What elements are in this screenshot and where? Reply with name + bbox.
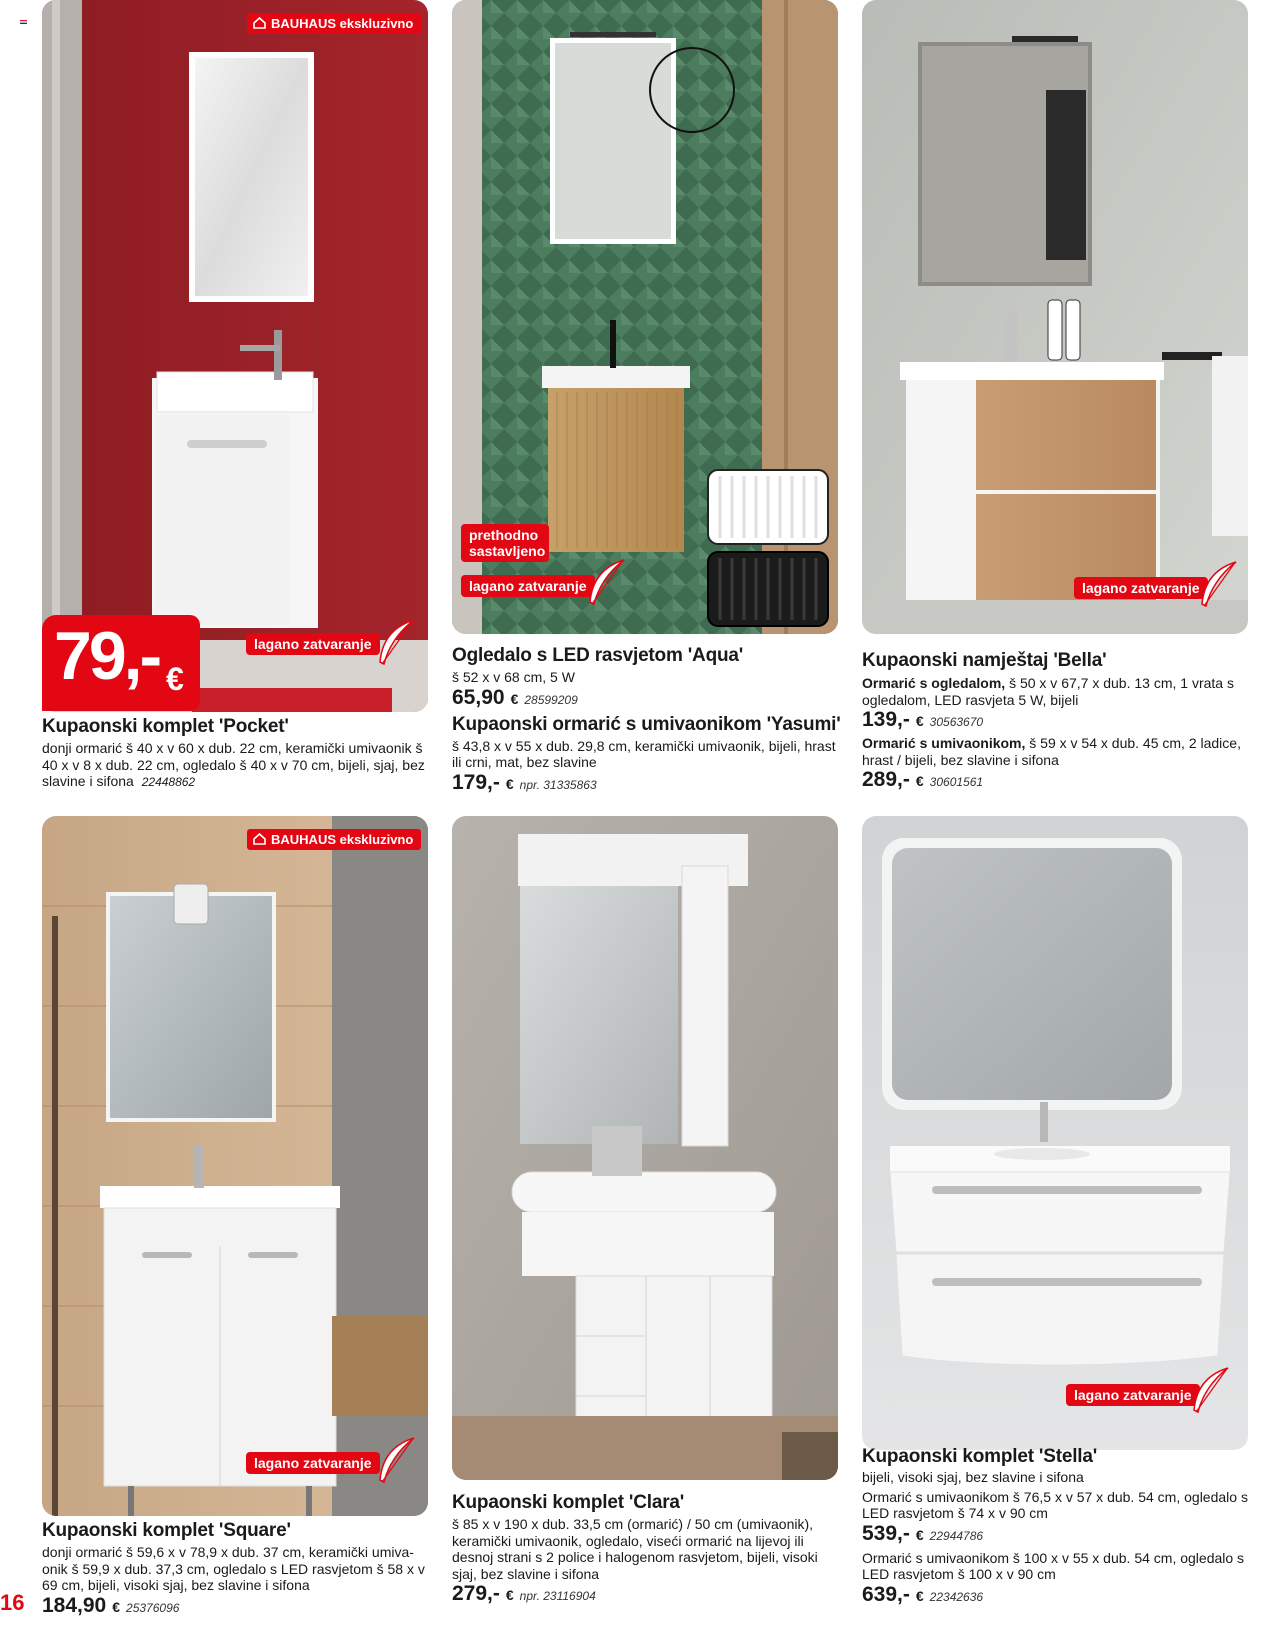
square-soft-close-label: lagano zatvaranje — [254, 1455, 372, 1471]
stella-photo-illustration — [862, 816, 1248, 1450]
pocket-description — [42, 716, 430, 791]
pocket-spec-text — [42, 740, 430, 791]
clara-currency: € — [505, 1587, 514, 1603]
yasumi-price-line — [452, 771, 842, 797]
bella-currency1: € — [915, 713, 924, 729]
bella-product-photo — [862, 0, 1248, 634]
feather-icon — [584, 558, 628, 608]
clara-title: Kupaonski komplet 'Clara' — [452, 1492, 685, 1513]
pocket-product-photo — [42, 0, 428, 712]
stella-title: Kupaonski komplet 'Stella' — [862, 1446, 1098, 1467]
square-title: Kupaonski komplet 'Square' — [42, 1520, 291, 1541]
clara-spec: š 85 x v 190 x dub. 33,5 cm (ormarić) / 50 cm (umivaonik), keramički umivaonik, ogledalo, viseći ormarić na lijevoj ili desnoj strani s 2 police i halogenom rasvjetom, bijeli, visoki sjaj, bez slavine i sifona — [452, 1516, 818, 1582]
aqua-currency: € — [510, 690, 519, 707]
bella-title: Kupaonski namještaj 'Bella' — [862, 650, 1107, 671]
feather-icon — [374, 1436, 418, 1486]
clara-description — [452, 1492, 842, 1608]
stella-subtitle: bijeli, visoki sjaj, bez slavine i sifona — [862, 1469, 1084, 1485]
pocket-price-tag — [42, 615, 200, 711]
stella-description — [862, 1446, 1250, 1609]
yasumi-title: Kupaonski ormarić s umivaonikom 'Yasumi' — [452, 713, 841, 735]
square-description — [42, 1520, 430, 1620]
yasumi-spec: š 43,8 x v 55 x dub. 29,8 cm, keramički umivaonik, bijeli, hrast ili crni, mat, bez slavine — [452, 737, 836, 770]
bella-soft-close-badge — [1074, 577, 1208, 599]
stella-price1: 539,- — [862, 1521, 910, 1545]
bella-photo-illustration — [862, 0, 1248, 634]
pocket-big-price-currency: € — [166, 661, 184, 697]
bauhaus-exclusive-label: BAUHAUS ekskluzivno — [271, 832, 414, 847]
square-price-line — [42, 1594, 430, 1620]
bauhaus-exclusive-badge — [247, 13, 421, 34]
yasumi-price: 179,- — [452, 770, 500, 794]
stella-soft-close-badge — [1066, 1384, 1200, 1406]
square-currency: € — [112, 1598, 121, 1615]
bella-item2 — [862, 735, 1250, 768]
pocket-photo-illustration — [42, 0, 428, 712]
bella-price1: 139,- — [862, 708, 910, 731]
clara-price-line — [452, 1582, 842, 1608]
stella-price1-line — [862, 1522, 1250, 1548]
house-icon — [253, 17, 266, 29]
stella-sku2: 22342636 — [929, 1589, 984, 1604]
aqua-description — [452, 645, 842, 797]
stella-soft-close-label: lagano zatvaranje — [1074, 1387, 1192, 1403]
bella-price2-line — [862, 768, 1250, 794]
clara-price: 279,- — [452, 1582, 500, 1605]
bella-price2: 289,- — [862, 768, 910, 791]
stella-sku1: 22944786 — [929, 1528, 984, 1543]
clara-sku: npr. 23116904 — [519, 1589, 596, 1603]
stella-currency2: € — [915, 1587, 924, 1604]
aqua-preassembled-badge — [461, 524, 549, 562]
bella-price1-line — [862, 708, 1250, 734]
square-price: 184,90 — [42, 1593, 107, 1617]
aqua-sku: 28599209 — [524, 692, 578, 707]
bella-description — [862, 650, 1250, 794]
square-spec: donji ormarić š 59,6 x v 78,9 x dub. 37 cm, keramički umiva-onik š 59,9 x dub. 37,3 cm, ogledalo s LED rasvjetom š 58 x v 69 cm, bijeli, visoki sjaj, bez slavine i sifona — [42, 1544, 425, 1593]
yasumi-currency: € — [505, 775, 514, 792]
square-sku: 25376096 — [126, 1600, 180, 1615]
stella-item1: Ormarić s umivaonikom š 76,5 x v 57 x dub. 54 cm, ogledalo s LED rasvjetom š 74 x v 90 cm — [862, 1488, 1248, 1521]
bella-item1 — [862, 675, 1250, 708]
bella-currency2: € — [915, 773, 924, 789]
aqua-soft-close-badge — [461, 575, 595, 597]
square-photo-illustration — [42, 816, 428, 1516]
feather-icon — [374, 618, 418, 668]
bella-item2-text: š 59 x v 54 x dub. 45 cm, 2 ladice, hrast / bijeli, bez slavine i sifona — [862, 735, 1241, 768]
aqua-title: Ogledalo s LED rasvjetom 'Aqua' — [452, 645, 744, 666]
aqua-price-line — [452, 686, 842, 712]
bella-item1-text: š 50 x v 67,7 x dub. 13 cm, 1 vrata s ogledalom, LED rasvjeta 5 W, bijeli — [862, 675, 1234, 708]
pocket-big-price: 79,- — [54, 618, 160, 694]
bella-soft-close-label: lagano zatvaranje — [1082, 580, 1200, 596]
feather-icon — [1188, 1366, 1232, 1416]
bella-item1-bold: Ormarić s ogledalom, — [862, 675, 1006, 691]
pocket-sku: 22448862 — [141, 775, 196, 789]
page-number: 16 — [0, 1590, 25, 1615]
flag-icon — [20, 20, 27, 24]
square-soft-close-badge — [246, 1452, 380, 1474]
pocket-spec: donji ormarić š 40 x v 60 x dub. 22 cm, keramički umivaonik š 40 x v 8 x dub. 22 cm, ogledalo š 40 x v 70 cm, bijeli, sjaj, bez slavine i sifona — [42, 740, 425, 789]
stella-product-photo — [862, 816, 1248, 1450]
bella-sku1: 30563670 — [929, 715, 984, 729]
bella-item2-bold: Ormarić s umivaonikom, — [862, 735, 1026, 751]
aqua-preassembled-label: prethodno sastavljeno — [469, 527, 546, 559]
pocket-title: Kupaonski komplet 'Pocket' — [42, 716, 289, 737]
aqua-soft-close-label: lagano zatvaranje — [469, 578, 587, 594]
feather-icon — [1196, 560, 1240, 610]
bella-sku2: 30601561 — [929, 775, 984, 789]
clara-product-photo — [452, 816, 838, 1480]
aqua-price: 65,90 — [452, 685, 505, 709]
clara-photo-illustration — [452, 816, 838, 1480]
pocket-soft-close-label: lagano zatvaranje — [254, 636, 372, 652]
yasumi-sku: npr. 31335863 — [519, 777, 597, 792]
square-product-photo — [42, 816, 428, 1516]
bauhaus-exclusive-badge — [247, 829, 421, 850]
house-icon — [253, 833, 266, 845]
stella-price2-line — [862, 1583, 1250, 1609]
stella-price2: 639,- — [862, 1582, 910, 1606]
pocket-soft-close-badge — [246, 633, 380, 655]
bauhaus-exclusive-label: BAUHAUS ekskluzivno — [271, 16, 414, 31]
stella-currency1: € — [915, 1526, 924, 1543]
aqua-spec: š 52 x v 68 cm, 5 W — [452, 669, 575, 685]
stella-item2: Ormarić s umivaonikom š 100 x v 55 x dub. 54 cm, ogledalo s LED rasvjetom š 100 x v 90 cm — [862, 1549, 1245, 1582]
